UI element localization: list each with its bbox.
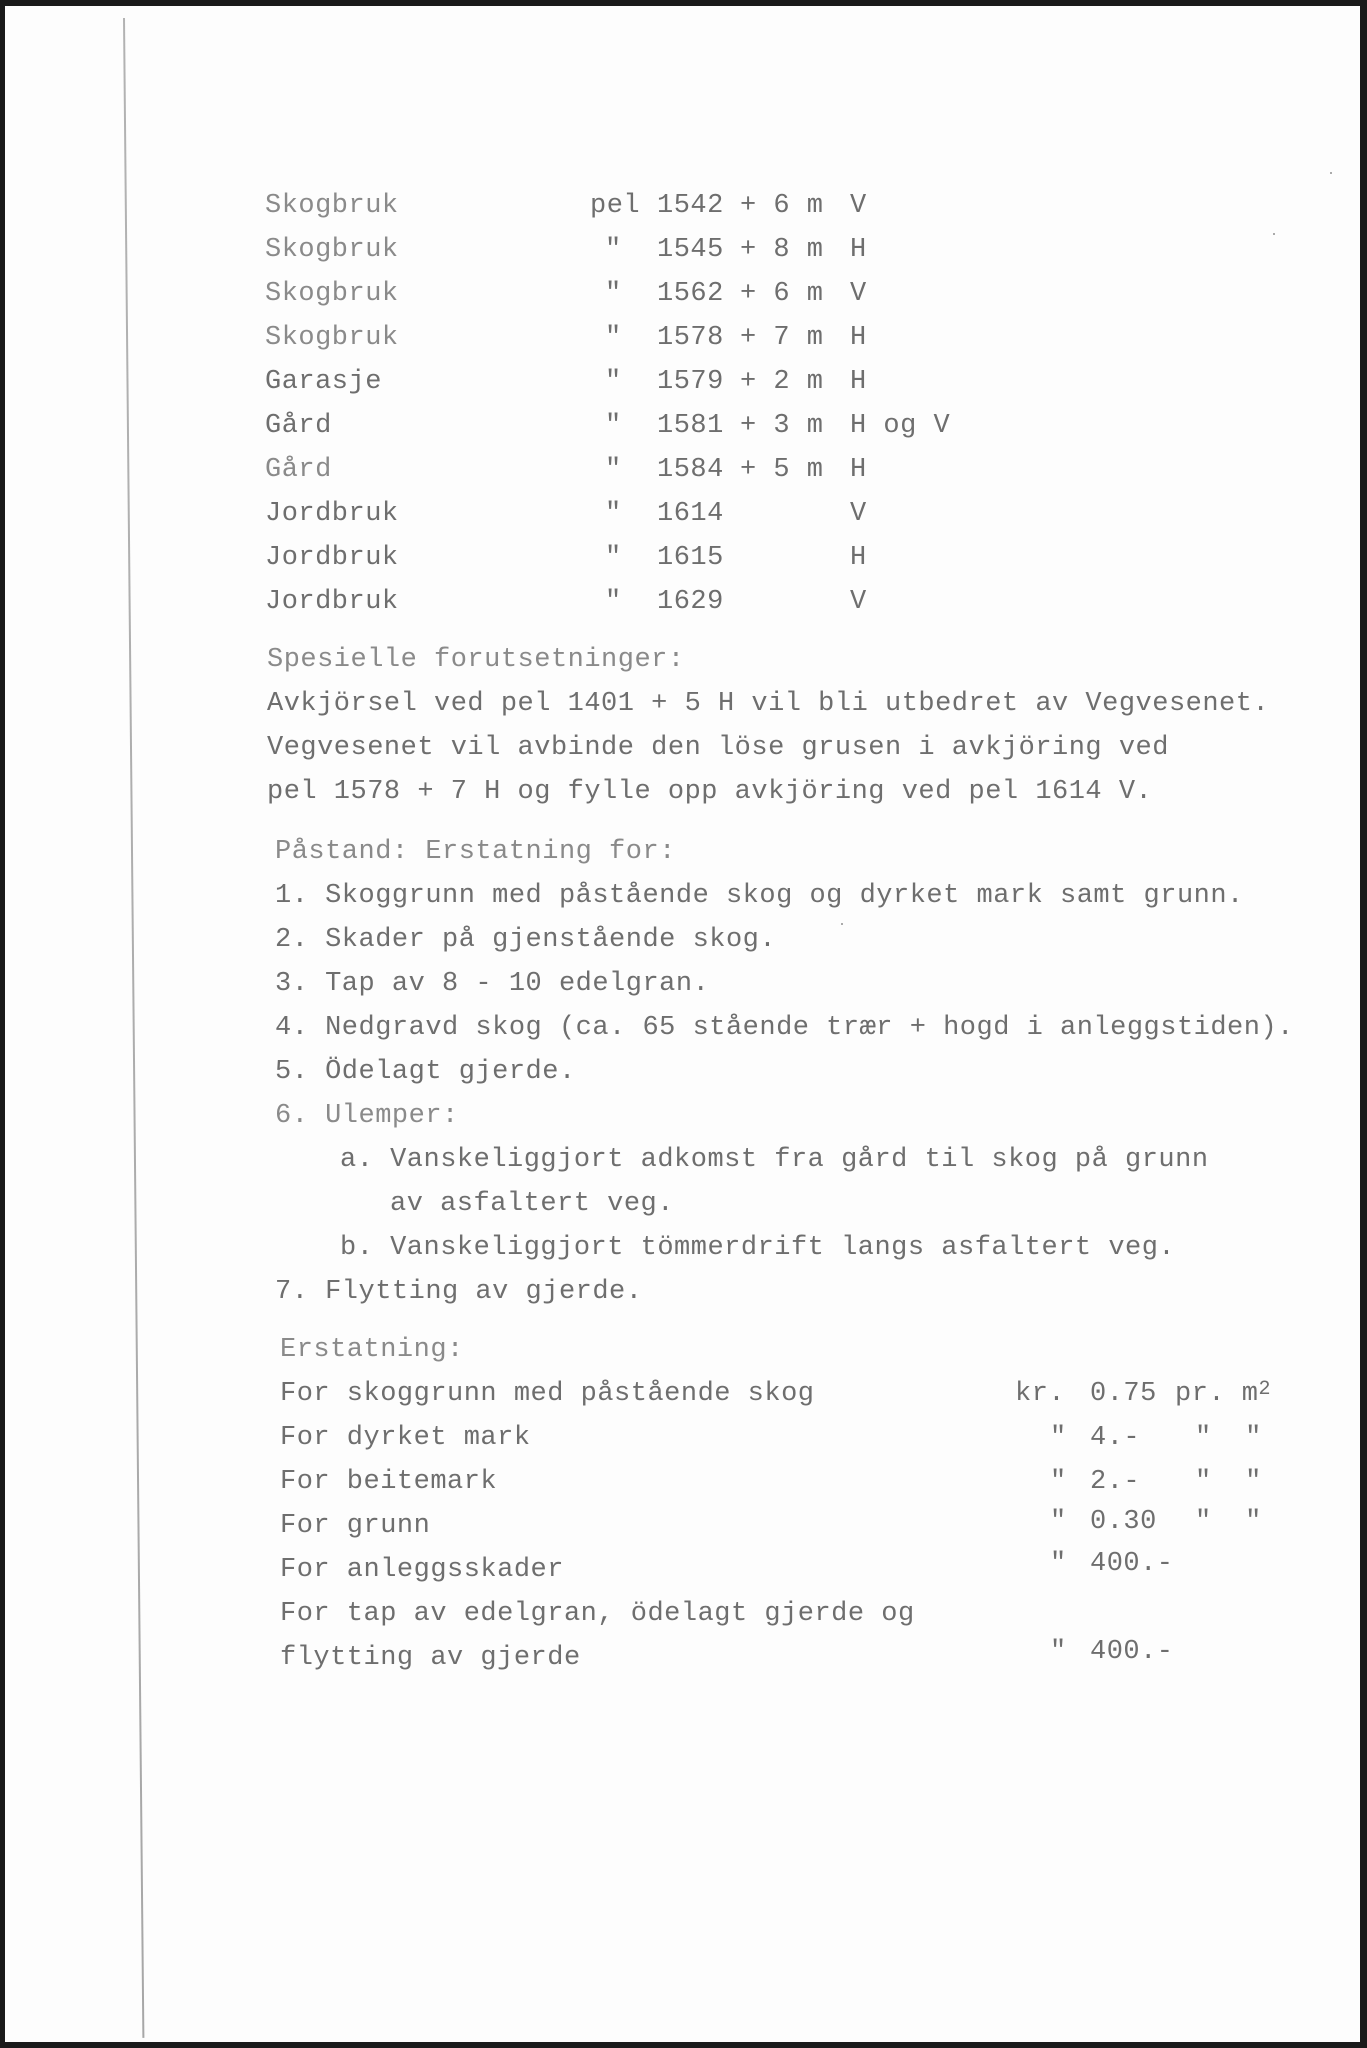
pel-offset: + 7 m — [740, 323, 824, 353]
currency-prefix: " — [1050, 1637, 1067, 1667]
unit-superscript: 2 — [1258, 1378, 1272, 1401]
currency-prefix: kr. — [1015, 1379, 1066, 1409]
pel-number: 1615 — [657, 543, 724, 573]
unit: " " — [1195, 1423, 1262, 1453]
section-heading: Spesielle forutsetninger: — [267, 645, 685, 675]
margin-rule — [123, 18, 144, 2038]
unit-text: pr. m — [1175, 1379, 1259, 1409]
side: V — [850, 279, 867, 309]
use-label: Gård — [265, 411, 332, 441]
pel-number: 1581 — [657, 411, 724, 441]
amount: 400.- — [1090, 1549, 1174, 1579]
unit: " " — [1195, 1467, 1262, 1497]
use-label: Jordbruk — [265, 499, 399, 529]
pel-offset: + 3 m — [740, 411, 824, 441]
compensation-label: For skoggrunn med påstående skog — [280, 1379, 815, 1409]
amount: 400.- — [1090, 1637, 1174, 1667]
amount: 0.30 — [1090, 1507, 1157, 1537]
compensation-label: For anleggsskader — [280, 1555, 564, 1585]
use-label: Jordbruk — [265, 543, 399, 573]
unit — [1175, 1378, 1271, 1410]
use-label: Skogbruk — [265, 323, 399, 353]
ditto-mark: " — [605, 455, 622, 485]
ditto-mark: " — [605, 323, 622, 353]
compensation-label: flytting av gjerde — [280, 1643, 581, 1673]
ditto-mark: pel — [590, 191, 641, 221]
paragraph-line: pel 1578 + 7 H og fylle opp avkjöring ved pel 1614 V. — [267, 777, 1153, 807]
pel-number: 1545 — [657, 235, 724, 265]
pel-number: 1584 — [657, 455, 724, 485]
scan-speck — [1330, 172, 1332, 174]
pel-offset: + 5 m — [740, 455, 824, 485]
compensation-label: For beitemark — [280, 1467, 498, 1497]
scan-speck — [841, 923, 843, 925]
side: H — [850, 455, 867, 485]
currency-prefix: " — [1050, 1423, 1067, 1453]
side: V — [850, 499, 867, 529]
ditto-mark: " — [605, 367, 622, 397]
ditto-mark: " — [605, 235, 622, 265]
unit: " " — [1195, 1507, 1262, 1537]
side: H — [850, 367, 867, 397]
section-heading: Erstatning: — [280, 1335, 464, 1365]
paragraph-line: Avkjörsel ved pel 1401 + 5 H vil bli utbedret av Vegvesenet. — [267, 689, 1270, 719]
use-label: Gård — [265, 455, 332, 485]
ditto-mark: " — [605, 543, 622, 573]
side: H og V — [850, 411, 951, 441]
use-label: Skogbruk — [265, 279, 399, 309]
paragraph-line: Vegvesenet vil avbinde den löse grusen i avkjöring ved — [267, 733, 1169, 763]
pel-number: 1578 — [657, 323, 724, 353]
use-label: Garasje — [265, 367, 382, 397]
compensation-label: For tap av edelgran, ödelagt gjerde og — [280, 1599, 915, 1629]
list-item: 5. Ödelagt gjerde. — [275, 1057, 576, 1087]
side: H — [850, 323, 867, 353]
pel-number: 1579 — [657, 367, 724, 397]
amount: 4.- — [1090, 1423, 1141, 1453]
list-item: 6. Ulemper: — [275, 1101, 459, 1131]
currency-prefix: " — [1050, 1507, 1067, 1537]
use-label: Jordbruk — [265, 587, 399, 617]
list-item: 2. Skader på gjenstående skog. — [275, 925, 777, 955]
pel-number: 1629 — [657, 587, 724, 617]
list-item: 7. Flytting av gjerde. — [275, 1277, 643, 1307]
ditto-mark: " — [605, 587, 622, 617]
ditto-mark: " — [605, 279, 622, 309]
compensation-label: For dyrket mark — [280, 1423, 531, 1453]
pel-offset: + 6 m — [740, 191, 824, 221]
side: H — [850, 235, 867, 265]
pel-offset: + 6 m — [740, 279, 824, 309]
ditto-mark: " — [605, 411, 622, 441]
use-label: Skogbruk — [265, 191, 399, 221]
pel-number: 1614 — [657, 499, 724, 529]
use-label: Skogbruk — [265, 235, 399, 265]
sub-item: a. Vanskeliggjort adkomst fra gård til skog på grunn — [340, 1145, 1209, 1175]
sub-item: b. Vanskeliggjort tömmerdrift langs asfaltert veg. — [340, 1233, 1176, 1263]
currency-prefix: " — [1050, 1549, 1067, 1579]
side: H — [850, 543, 867, 573]
currency-prefix: " — [1050, 1467, 1067, 1497]
side: V — [850, 191, 867, 221]
pel-number: 1542 — [657, 191, 724, 221]
pel-offset: + 8 m — [740, 235, 824, 265]
document-page — [5, 6, 1360, 2042]
section-heading: Påstand: Erstatning for: — [275, 837, 676, 867]
pel-number: 1562 — [657, 279, 724, 309]
ditto-mark: " — [605, 499, 622, 529]
amount: 2.- — [1090, 1467, 1141, 1497]
pel-offset: + 2 m — [740, 367, 824, 397]
scan-speck — [1273, 233, 1275, 235]
sub-item-continuation: av asfaltert veg. — [390, 1189, 674, 1219]
amount: 0.75 — [1090, 1379, 1157, 1409]
list-item: 1. Skoggrunn med påstående skog og dyrket mark samt grunn. — [275, 881, 1244, 911]
list-item: 3. Tap av 8 - 10 edelgran. — [275, 969, 710, 999]
side: V — [850, 587, 867, 617]
compensation-label: For grunn — [280, 1511, 431, 1541]
list-item: 4. Nedgravd skog (ca. 65 stående trær + hogd i anleggstiden). — [275, 1013, 1294, 1043]
